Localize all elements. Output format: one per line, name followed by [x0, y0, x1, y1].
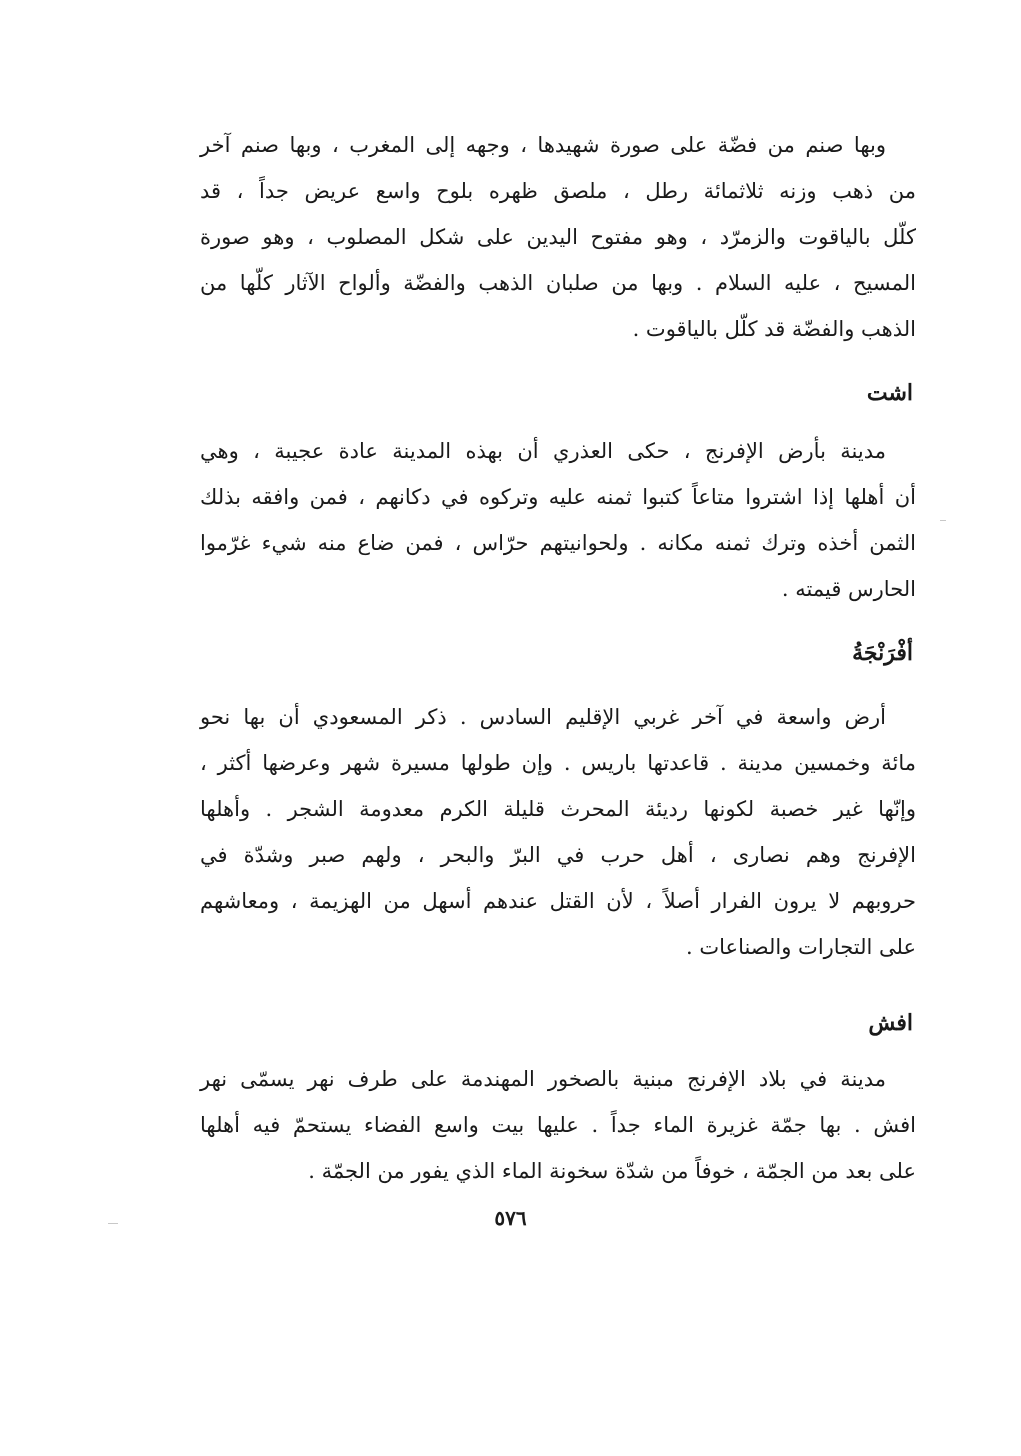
- paragraph-line: الثمن أخذه وترك ثمنه مكانه . ولحوانيتهم حرّاس ، فمن ضاع منه شيء غرّموا: [200, 531, 916, 555]
- paragraph-line: حروبهم لا يرون الفرار أصلاً ، لأن القتل عندهم أسهل من الهزيمة ، ومعاشهم: [200, 889, 916, 913]
- paragraph-line: وبها صنم من فضّة على صورة شهيدها ، وجهه إلى المغرب ، وبها صنم آخر: [200, 133, 886, 157]
- paragraph-continuation: [200, 122, 916, 352]
- entry-heading-ifranja: أفْرَنْجَةُ: [852, 640, 913, 666]
- paragraph-line: مدينة في بلاد الإفرنج مبنية بالصخور المهندمة على طرف نهر يسمّى نهر: [200, 1067, 886, 1091]
- scan-edge-mark: [940, 520, 946, 521]
- paragraph-line: الإفرنج وهم نصارى ، أهل حرب في البرّ والبحر ، ولهم صبر وشدّة في: [200, 843, 916, 867]
- paragraph-line: افش . بها جمّة غزيرة الماء جداً . عليها بيت واسع الفضاء يستحمّ فيه أهلها: [200, 1113, 916, 1137]
- paragraph-line: من ذهب وزنه ثلاثمائة رطل ، ملصق ظهره بلوح واسع عريض جداً ، قد: [200, 179, 916, 203]
- entry-heading-isht: اشت: [866, 380, 913, 406]
- paragraph-line: مدينة بأرض الإفرنج ، حكى العذري أن بهذه المدينة عادة عجيبة ، وهي: [200, 439, 886, 463]
- paragraph-line: الحارس قيمته .: [781, 577, 916, 601]
- scan-edge-mark: [108, 1223, 118, 1224]
- paragraph-line: المسيح ، عليه السلام . وبها من صلبان الذهب والفضّة وألواح الآثار كلّها من: [200, 271, 916, 295]
- paragraph-ifranja: [200, 694, 916, 970]
- paragraph-line: على التجارات والصناعات .: [686, 935, 916, 959]
- paragraph-isht: [200, 428, 916, 612]
- entry-heading-afash: افش: [868, 1010, 913, 1036]
- paragraph-line: أن أهلها إذا اشتروا متاعاً كتبوا ثمنه عليه وتركوه في دكانهم ، فمن وافقه بذلك: [200, 485, 916, 509]
- paragraph-line: أرض واسعة في آخر غربي الإقليم السادس . ذكر المسعودي أن بها نحو: [200, 705, 886, 729]
- paragraph-line: كلّل بالياقوت والزمرّد ، وهو مفتوح اليدين على شكل المصلوب ، وهو صورة: [200, 225, 916, 249]
- paragraph-line: وإنّها غير خصبة لكونها رديئة المحرث قليلة الكرم معدومة الشجر . وأهلها: [200, 797, 916, 821]
- paragraph-line: مائة وخمسين مدينة . قاعدتها باريس . وإن طولها مسيرة شهر وعرضها أكثر ،: [200, 751, 916, 775]
- paragraph-afash: [200, 1056, 916, 1194]
- paragraph-line: الذهب والفضّة قد كلّل بالياقوت .: [632, 317, 916, 341]
- paragraph-line: على بعد من الجمّة ، خوفاً من شدّة سخونة الماء الذي يفور من الجمّة .: [308, 1159, 916, 1183]
- page-number: ٥٧٦: [494, 1206, 527, 1230]
